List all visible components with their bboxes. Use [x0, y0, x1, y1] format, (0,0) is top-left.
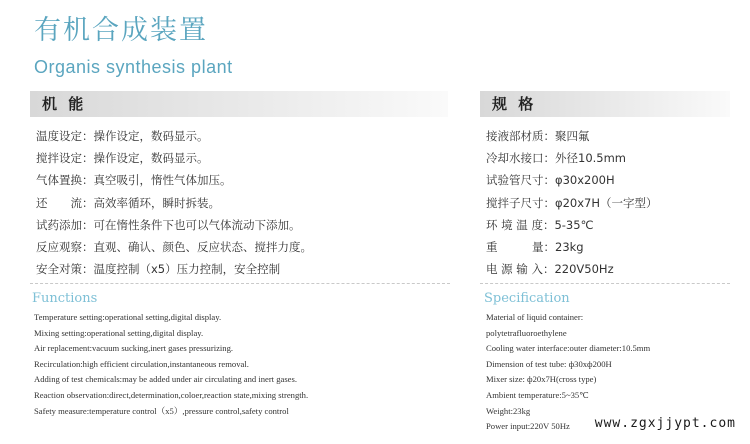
list-item: Mixing setting:operational setting,digital display.: [34, 327, 204, 338]
list-item: 试药添加：可在惰性条件下也可以气体流动下添加。: [36, 217, 301, 232]
list-item: Dimension of test tube: ф30xф200H: [486, 358, 612, 369]
functions-heading-cn: 机 能: [42, 95, 87, 113]
list-item: 安全对策：温度控制（x5）压力控制，安全控制: [36, 262, 281, 277]
watermark: www.zgxjjypt.com: [594, 416, 736, 431]
functions-list-en: [34, 310, 308, 419]
specs-heading-cn: 规 格: [492, 95, 537, 113]
specs-list-cn: [486, 125, 658, 280]
list-item: Safety measure:temperature control（x5）,pressure control,safety control: [34, 405, 289, 416]
list-item: polytetrafluoroethylene: [486, 327, 567, 338]
specs-heading-en: Specification: [484, 291, 570, 306]
list-item: 温度设定：操作设定，数码显示。: [36, 129, 209, 143]
specs-heading-bar: [480, 91, 730, 117]
list-item: Reaction observation:direct,determination,coloer,reaction state,mixing strength.: [34, 389, 309, 400]
functions-heading-bar: [30, 91, 448, 117]
list-item: Cooling water interface:outer diameter:10.5mm: [486, 343, 651, 354]
list-item: 重 量：23kg: [486, 240, 584, 255]
list-item: 搅拌设定：操作设定，数码显示。: [36, 151, 209, 166]
list-item: Mixer size: ф20x7H(cross type): [486, 374, 597, 385]
list-item: 电 源 输 入：220V50Hz: [486, 262, 614, 277]
list-item: Adding of test chemicals:may be added under air circulating and inert gases.: [34, 374, 297, 385]
functions-divider: [30, 283, 450, 284]
list-item: 反应观察：直观、确认、颜色、反应状态、搅拌力度。: [36, 240, 312, 255]
specs-divider: [480, 283, 730, 284]
list-item: Air replacement:vacuum sucking,inert gases pressurizing.: [34, 343, 234, 354]
page-title-cn: 有机合成装置: [34, 15, 208, 46]
list-item: 试验管尺寸：φ30x200H: [486, 173, 615, 188]
list-item: Material of liquid container:: [486, 312, 584, 322]
list-item: 气体置换：真空吸引，惰性气体加压。: [36, 173, 232, 188]
list-item: 冷却水接口：外径10.5mm: [486, 151, 627, 166]
page-title-en: Organis synthesis plant: [34, 57, 233, 77]
list-item: Ambient temperature:5~35℃: [486, 389, 589, 400]
functions-list-cn: [36, 125, 312, 280]
list-item: Recirculation:high efficient circulation,instantaneous removal.: [34, 358, 249, 369]
list-item: Temperature setting:operational setting,digital display.: [34, 312, 222, 322]
list-item: 搅拌子尺寸：φ20x7H（一字型）: [486, 195, 658, 210]
list-item: Weight:23kg: [486, 405, 531, 416]
functions-heading-en: Functions: [32, 291, 98, 306]
list-item: 接液部材质：聚四氟: [486, 129, 590, 143]
list-item: 环 境 温 度：5-35℃: [486, 217, 594, 232]
list-item: Power input:220V 50Hz: [486, 421, 570, 432]
list-item: 还 流：高效率循环，瞬时拆装。: [36, 195, 220, 210]
